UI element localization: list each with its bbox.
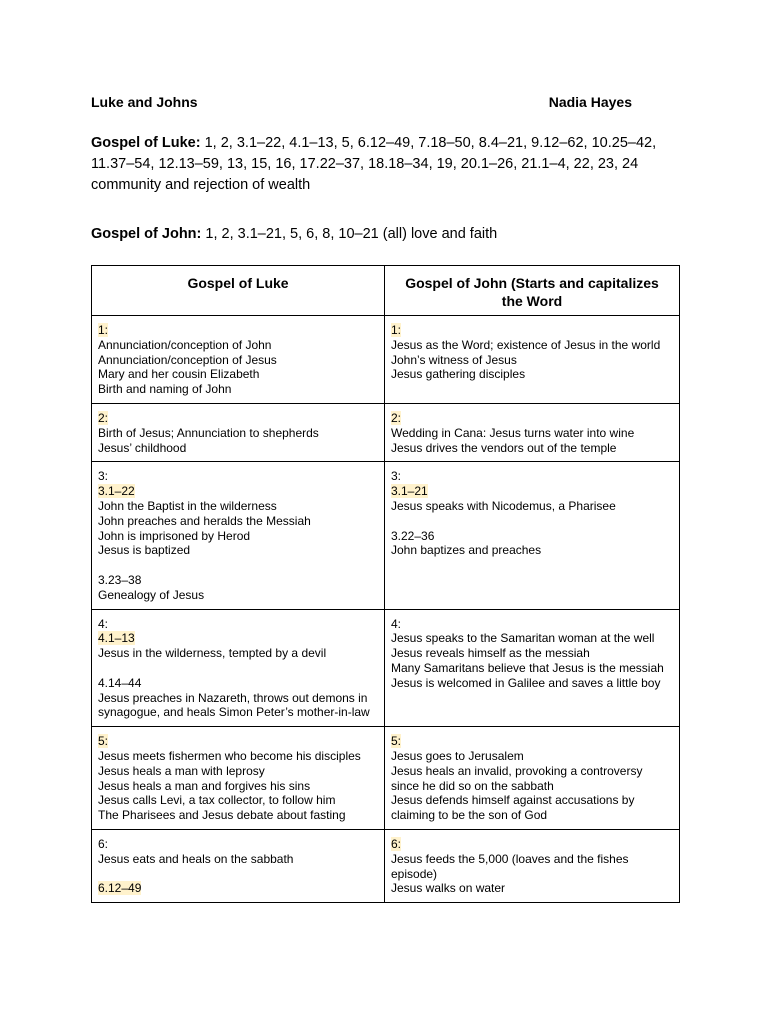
table-row [92, 609, 680, 727]
table-row [92, 462, 680, 609]
cell-text: Jesus calls Levi, a tax collector, to follow him [98, 793, 336, 808]
luke-chapter-cell [92, 609, 385, 727]
john-cell-line [391, 617, 673, 632]
john-cell-line [391, 441, 673, 456]
highlighted-reference: 2: [98, 410, 109, 425]
cell-text: Jesus speaks to the Samaritan woman at the well [391, 631, 655, 646]
luke-cell-line [98, 617, 378, 632]
cell-text: Jesus is baptized [98, 543, 191, 558]
john-cell-line [391, 499, 673, 514]
cell-text: 4: [98, 616, 109, 631]
john-chapter-cell [385, 316, 680, 404]
highlighted-reference: 6: [391, 836, 402, 851]
john-cell-line [391, 646, 673, 661]
cell-text: Jesus speaks with Nicodemus, a Pharisee [391, 498, 616, 513]
john-cell-line [391, 764, 673, 794]
john-chapter-cell [385, 403, 680, 461]
john-cell-line [391, 529, 673, 544]
cell-text: 3: [391, 469, 402, 484]
john-chapter-cell [385, 462, 680, 609]
cell-text: Jesus heals a man with leprosy [98, 763, 265, 778]
luke-cell-line [98, 646, 378, 661]
luke-column-header: Gospel of Luke [92, 266, 385, 316]
john-chapter-cell [385, 609, 680, 727]
john-cell-line [391, 338, 673, 353]
luke-summary-label: Gospel of Luke: [91, 135, 201, 151]
cell-text: 3: [98, 469, 109, 484]
john-cell-line [391, 484, 673, 499]
table-header-row [92, 266, 680, 316]
john-cell-line [391, 367, 673, 382]
document-title: Luke and Johns [91, 94, 198, 110]
highlighted-reference: 1: [391, 323, 402, 337]
highlighted-reference: 6.12–49 [98, 881, 142, 896]
john-chapters-summary [91, 224, 691, 245]
cell-text: Jesus is welcomed in Galilee and saves a little boy [391, 675, 661, 690]
john-cell-line [391, 734, 673, 749]
luke-chapters-summary [91, 133, 691, 196]
cell-text: Jesus walks on water [391, 881, 506, 896]
luke-chapter-cell [92, 462, 385, 609]
gospel-comparison-table [91, 265, 680, 903]
john-cell-line [391, 661, 673, 676]
cell-text: Jesus’ childhood [98, 440, 187, 455]
luke-cell-line [98, 837, 378, 852]
luke-cell-line [98, 808, 378, 823]
luke-cell-line [98, 573, 378, 588]
highlighted-reference: 4.1–13 [98, 631, 135, 646]
luke-cell-line [98, 764, 378, 779]
luke-cell-line [98, 499, 378, 514]
cell-text: Jesus heals an invalid, provoking a controversy since he did so on the sabbath [391, 763, 643, 793]
cell-text: Jesus defends himself against accusations by claiming to be the son of God [391, 793, 635, 823]
luke-cell-line [98, 793, 378, 808]
table-body [92, 316, 680, 903]
cell-text: 6: [98, 836, 109, 851]
cell-text: Jesus eats and heals on the sabbath [98, 851, 294, 866]
document-header [91, 94, 632, 114]
cell-text: 4: [391, 616, 402, 631]
table-row [92, 829, 680, 902]
cell-text: John’s witness of Jesus [391, 352, 517, 367]
highlighted-reference: 2: [391, 410, 402, 425]
john-cell-line [391, 353, 673, 368]
luke-chapter-cell [92, 316, 385, 404]
luke-cell-line [98, 691, 378, 721]
cell-text: Jesus drives the vendors out of the temple [391, 440, 617, 455]
john-cell-line [391, 749, 673, 764]
john-summary-text: 1, 2, 3.1–21, 5, 6, 8, 10–21 (all) love and faith [205, 226, 498, 242]
luke-cell-line [98, 543, 378, 558]
john-cell-line [391, 469, 673, 484]
john-cell-line [391, 881, 673, 896]
luke-cell-line [98, 749, 378, 764]
cell-text: Birth of Jesus; Annunciation to shepherds [98, 425, 319, 440]
cell-text: John is imprisoned by Herod [98, 528, 251, 543]
cell-text: Jesus reveals himself as the messiah [391, 646, 590, 661]
john-cell-line [391, 323, 673, 338]
highlighted-reference: 1: [98, 323, 109, 337]
john-column-header: Gospel of John (Starts and capitalizes the Word [385, 266, 680, 316]
luke-cell-line [98, 367, 378, 382]
cell-text: The Pharisees and Jesus debate about fasting [98, 808, 346, 823]
luke-cell-line [98, 881, 378, 896]
luke-cell-line [98, 779, 378, 794]
luke-chapter-cell [92, 829, 385, 902]
luke-chapter-cell [92, 727, 385, 830]
cell-text: 4.14–44 [98, 675, 142, 690]
luke-cell-line [98, 382, 378, 397]
cell-text: Jesus meets fishermen who become his disciples [98, 748, 361, 763]
cell-text: 3.23–38 [98, 572, 142, 587]
cell-text: Jesus goes to Jerusalem [391, 748, 524, 763]
luke-cell-line [98, 734, 378, 749]
cell-text: Birth and naming of John [98, 382, 232, 397]
cell-text: Jesus in the wilderness, tempted by a devil [98, 646, 327, 661]
cell-text: Jesus feeds the 5,000 (loaves and the fishes episode) [391, 851, 629, 881]
luke-cell-line [98, 353, 378, 368]
cell-text: Mary and her cousin Elizabeth [98, 367, 260, 382]
luke-chapter-cell [92, 403, 385, 461]
luke-cell-line [98, 484, 378, 499]
john-cell-line [391, 631, 673, 646]
john-cell-line [391, 676, 673, 691]
luke-summary-text: 1, 2, 3.1–22, 4.1–13, 5, 6.12–49, 7.18–50, 8.4–21, 9.12–62, 10.25–42, 11.37–54, 12.13–59, 13, 15, 16, 17.22–37, 18.18–34, 19, 20.1–26, 21.1–4, 22, 23, 24 community and rejection of wealth [91, 135, 657, 193]
luke-cell-line [98, 338, 378, 353]
cell-text: John the Baptist in the wilderness [98, 498, 277, 513]
luke-cell-line [98, 514, 378, 529]
john-cell-line [391, 426, 673, 441]
john-cell-line [391, 852, 673, 882]
table-row [92, 316, 680, 404]
luke-cell-line [98, 631, 378, 646]
cell-text: Annunciation/conception of Jesus [98, 352, 277, 367]
highlighted-reference: 3.1–21 [391, 484, 428, 499]
luke-cell-line [98, 323, 378, 338]
cell-text: 3.22–36 [391, 528, 435, 543]
cell-text: Jesus preaches in Nazareth, throws out demons in synagogue, and heals Simon Peter’s mother-in-law [98, 690, 370, 720]
author-name: Nadia Hayes [548, 94, 632, 110]
john-chapter-cell [385, 829, 680, 902]
luke-cell-line [98, 588, 378, 603]
highlighted-reference: 5: [98, 734, 109, 749]
luke-cell-line [98, 676, 378, 691]
cell-text: Many Samaritans believe that Jesus is the messiah [391, 660, 664, 675]
cell-text: Genealogy of Jesus [98, 587, 205, 602]
cell-text: Jesus gathering disciples [391, 367, 526, 382]
john-summary-label: Gospel of John: [91, 226, 202, 242]
highlighted-reference: 5: [391, 734, 402, 749]
luke-cell-line [98, 529, 378, 544]
luke-cell-line [98, 426, 378, 441]
cell-text: John baptizes and preaches [391, 543, 542, 558]
john-cell-line [391, 837, 673, 852]
cell-text: Wedding in Cana: Jesus turns water into wine [391, 425, 635, 440]
john-chapter-cell [385, 727, 680, 830]
table-row [92, 727, 680, 830]
cell-text: John preaches and heralds the Messiah [98, 513, 311, 528]
luke-cell-line [98, 469, 378, 484]
cell-text: Jesus as the Word; existence of Jesus in the world [391, 337, 661, 352]
john-cell-line [391, 543, 673, 558]
cell-text: Jesus heals a man and forgives his sins [98, 778, 311, 793]
luke-cell-line [98, 441, 378, 456]
john-cell-line [391, 411, 673, 426]
table-row [92, 403, 680, 461]
cell-text: Annunciation/conception of John [98, 337, 272, 352]
john-cell-line [391, 793, 673, 823]
highlighted-reference: 3.1–22 [98, 484, 135, 499]
luke-cell-line [98, 852, 378, 867]
luke-cell-line [98, 411, 378, 426]
